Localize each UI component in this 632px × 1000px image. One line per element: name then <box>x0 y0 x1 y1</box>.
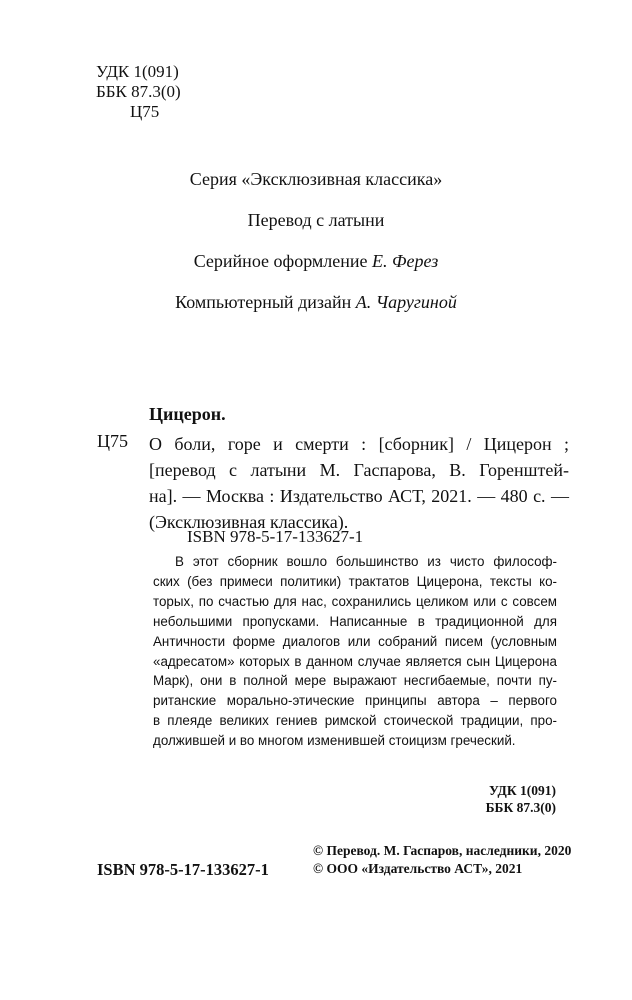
classification-codes <box>96 62 181 122</box>
design-label: Серийное оформление <box>193 251 373 271</box>
udk-code: УДК 1(091) <box>96 62 179 81</box>
bbk-code: ББК 87.3(0) <box>96 82 181 101</box>
bib-line: [перевод с латыни М. Гаспарова, В. Горенштей- <box>149 460 569 480</box>
computer-design-label: Компьютерный дизайн <box>175 292 356 312</box>
copyright-publisher: © ООО «Издательство АСТ», 2021 <box>313 861 523 876</box>
copyright-block <box>313 842 571 878</box>
footer-udk: УДК 1(091) <box>489 783 556 798</box>
bib-line: (Эксклюзивная классика). <box>149 512 349 532</box>
design-line <box>0 251 632 272</box>
annotation-line: «адресатом» которых в данном случае является сын Цицерона <box>153 653 557 669</box>
designer-name: Е. Ферез <box>372 251 439 271</box>
series-line: Серия «Эксклюзивная классика» <box>189 169 443 189</box>
isbn-line: ISBN 978-5-17-133627-1 <box>187 527 364 546</box>
annotation-line: торых, по счастью для нас, сохранились целиком или с совсем <box>153 593 557 609</box>
bib-line: О боли, горе и смерти : [сборник] / Цицерон ; <box>149 434 569 454</box>
bibliographic-cutter: Ц75 <box>97 431 128 451</box>
translation-line: Перевод с латыни <box>247 210 385 230</box>
annotation-line: В этот сборник вошло большинство из чисто философ- <box>175 554 557 569</box>
copyright-translation: © Перевод. М. Гаспаров, наследники, 2020 <box>313 843 572 858</box>
bibliographic-description <box>149 431 569 535</box>
footer-bbk: ББК 87.3(0) <box>485 800 556 815</box>
annotation-line: в плеяде великих гениев римской стоической традиции, про- <box>153 713 557 729</box>
annotation-line: ританские морально-этические принципы автора – первого <box>153 693 557 709</box>
bib-line: на]. — Москва : Издательство АСТ, 2021. — 480 с. — <box>149 486 569 506</box>
annotation-paragraph <box>153 552 557 751</box>
computer-designer-name: А. Чаругиной <box>355 292 457 312</box>
annotation-line: небольшими пропусками. Написанные в традиционной для <box>153 613 557 629</box>
annotation-line: ских (без примеси политики) трактатов Цицерона, тексты ко- <box>153 573 557 589</box>
author-heading: Цицерон. <box>149 404 226 424</box>
footer-classification <box>486 782 556 816</box>
annotation-line: должившей и во многом изменившей стоицизм греческий. <box>153 733 516 749</box>
annotation-line: Античности форме диалогов или собраний писем (условным <box>153 633 557 649</box>
annotation-line: Марк), они в полной мере выражают несгибаемые, почти пу- <box>153 673 557 689</box>
computer-design-line <box>0 292 632 313</box>
footer-isbn: ISBN 978-5-17-133627-1 <box>97 860 269 879</box>
cutter-code: Ц75 <box>130 102 160 121</box>
